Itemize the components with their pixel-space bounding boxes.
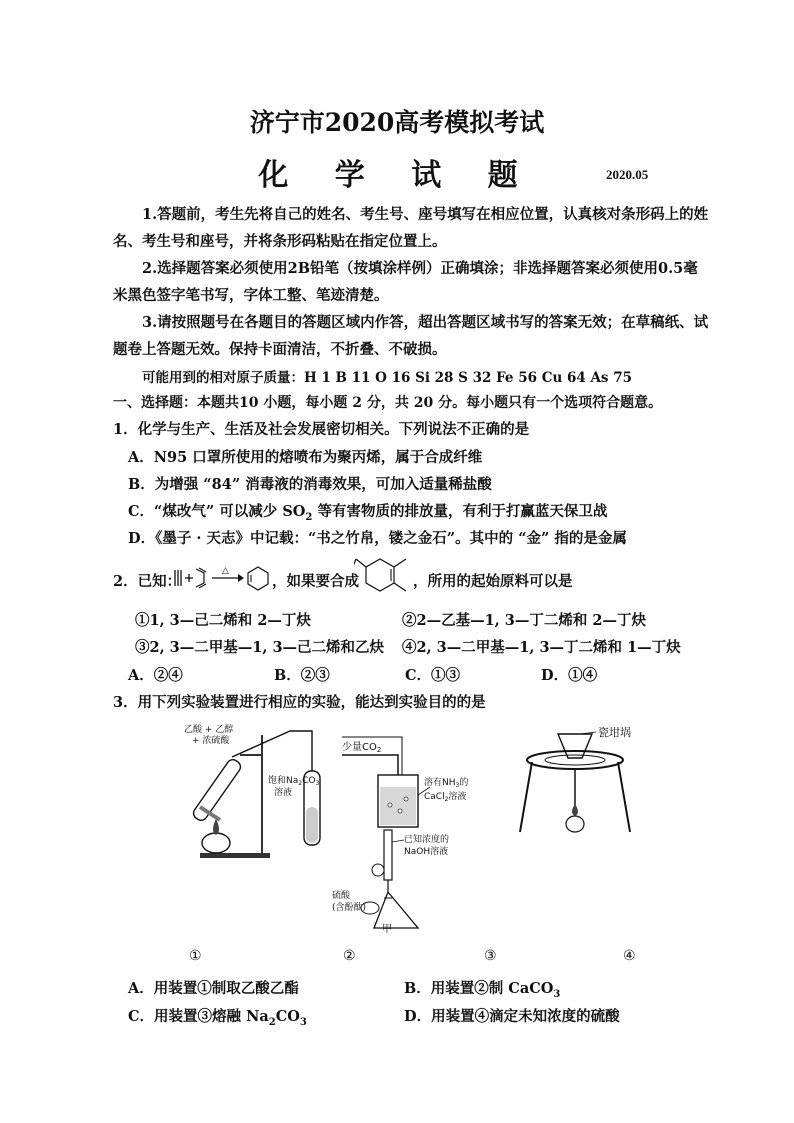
instruction-2-line1: 2.选择题答案必须使用2B铅笔（按填涂样例）正确填涂；非选择题答案必须使用0.5毫 bbox=[142, 260, 698, 277]
q2-stem-middle: ，如果要合成 bbox=[272, 573, 359, 590]
exam-title: 济宁市2020高考模拟考试 bbox=[249, 108, 545, 137]
svg-text:硫酸: 硫酸 bbox=[332, 891, 351, 901]
figure-number-4: ④ bbox=[623, 948, 636, 964]
svg-text:瓷坩埚: 瓷坩埚 bbox=[598, 726, 631, 739]
svg-text:少量CO2: 少量$CO_2$ bbox=[342, 742, 382, 754]
target-molecule-structure bbox=[354, 553, 410, 603]
diels-alder-scheme bbox=[172, 561, 272, 595]
instruction-1-line2: 名、考生号和座号，并将条形码粘贴在指定位置上。 bbox=[113, 233, 447, 250]
q2-stem-suffix: ，所用的起始原料可以是 bbox=[413, 573, 573, 590]
instruction-3-line2: 题卷上答题无效。保持卡面清洁，不折叠、不破损。 bbox=[113, 341, 447, 358]
q2-option-a: A．②④ bbox=[128, 667, 183, 684]
figure-2-co2-absorption bbox=[340, 725, 490, 835]
svg-text:NaOH溶液: NaOH溶液 bbox=[404, 847, 449, 857]
svg-text:溶有NH3的: 溶有$NH_3$的 bbox=[424, 778, 469, 789]
svg-text:+ 浓硫酸: + 浓硫酸 bbox=[192, 736, 230, 746]
q1-option-a: A．N95 口罩所使用的熔喷布为聚丙烯，属于合成纤维 bbox=[128, 449, 483, 466]
svg-text:饱和Na2CO3: 饱和$Na_2CO_3$ bbox=[268, 776, 320, 787]
figure-4-titration bbox=[330, 828, 470, 938]
q1-option-b: B．为增强 “84” 消毒液的消毒效果，可加入适量稀盐酸 bbox=[128, 476, 492, 493]
q2-option-b: B．②③ bbox=[274, 667, 330, 684]
q1-option-c: C．“煤改气” 可以减少 $SO_2$ 等有害物质的排放量，有利于打赢蓝天保卫战 bbox=[128, 503, 608, 523]
figure-number-2: ② bbox=[343, 948, 356, 964]
q2-item-4: ④2, 3—二甲基—1, 3—丁二烯和 1—丁炔 bbox=[402, 639, 681, 656]
atomic-masses: 可能用到的相对原子质量：H 1 B 11 O 16 Si 28 S 32 Fe 56 Cu 64 As 75 bbox=[142, 370, 633, 386]
svg-text:(含酚酞): (含酚酞) bbox=[332, 903, 367, 913]
svg-text:乙酸 + 乙醇: 乙酸 + 乙醇 bbox=[184, 725, 234, 735]
instruction-3-line1: 3.请按照题号在各题目的答题区域内作答，超出答题区域书写的答案无效；在草稿纸、试 bbox=[142, 314, 709, 331]
figure-number-1: ① bbox=[189, 948, 202, 964]
svg-text:CaCl2溶液: CaCl$_2$溶液 bbox=[424, 792, 467, 803]
exam-date: 2020.05 bbox=[606, 167, 649, 182]
subject-title: 化 学 试 题 bbox=[258, 158, 536, 193]
figure-number-3: ③ bbox=[484, 948, 497, 964]
q2-stem-prefix: 2．已知： bbox=[113, 573, 182, 590]
figure-1-esterification-apparatus bbox=[180, 715, 340, 865]
q2-item-3: ③2, 3—二甲基—1, 3—己二烯和乙炔 bbox=[135, 639, 385, 656]
heat-symbol: △ bbox=[222, 566, 229, 576]
figure-4-caption: 甲 bbox=[382, 924, 392, 935]
q2-option-d: D．①④ bbox=[541, 667, 598, 684]
q2-item-1: ①1, 3—己二烯和 2—丁炔 bbox=[135, 612, 311, 629]
section-heading: 一、选择题：本题共10 小题，每小题 2 分，共 20 分。每小题只有一个选项符合题意。 bbox=[113, 395, 663, 411]
q3-option-a: A．用装置①制取乙酸乙酯 bbox=[128, 980, 299, 997]
instruction-2-line2: 米黑色签字笔书写，字体工整、笔迹清楚。 bbox=[113, 287, 389, 304]
q1-option-d: D．《墨子 · 天志》中记载：“书之竹帛，镂之金石”。其中的 “金” 指的是金属 bbox=[128, 530, 627, 547]
q2-option-c: C．①③ bbox=[405, 667, 461, 684]
svg-text:溶液: 溶液 bbox=[274, 788, 293, 798]
q3-stem: 3．用下列实验装置进行相应的实验，能达到实验目的的是 bbox=[113, 694, 486, 711]
figure-3-crucible-heating bbox=[510, 712, 660, 842]
q1-stem: 1．化学与生产、生活及社会发展密切相关。下列说法不正确的是 bbox=[113, 421, 530, 438]
q3-option-c: C．用装置③熔融 $Na_2CO_3$ bbox=[128, 1008, 307, 1028]
svg-text:已知浓度的: 已知浓度的 bbox=[404, 835, 450, 845]
q2-item-2: ②2—乙基—1, 3—丁二烯和 2—丁炔 bbox=[402, 612, 646, 629]
instruction-1-line1: 1.答题前，考生先将自己的姓名、考生号、座号填写在相应位置，认真核对条形码上的姓 bbox=[142, 206, 709, 223]
q3-option-d: D．用装置④滴定未知浓度的硫酸 bbox=[404, 1008, 620, 1025]
q3-option-b: B．用装置②制 CaCO$_3$ bbox=[404, 980, 561, 1000]
